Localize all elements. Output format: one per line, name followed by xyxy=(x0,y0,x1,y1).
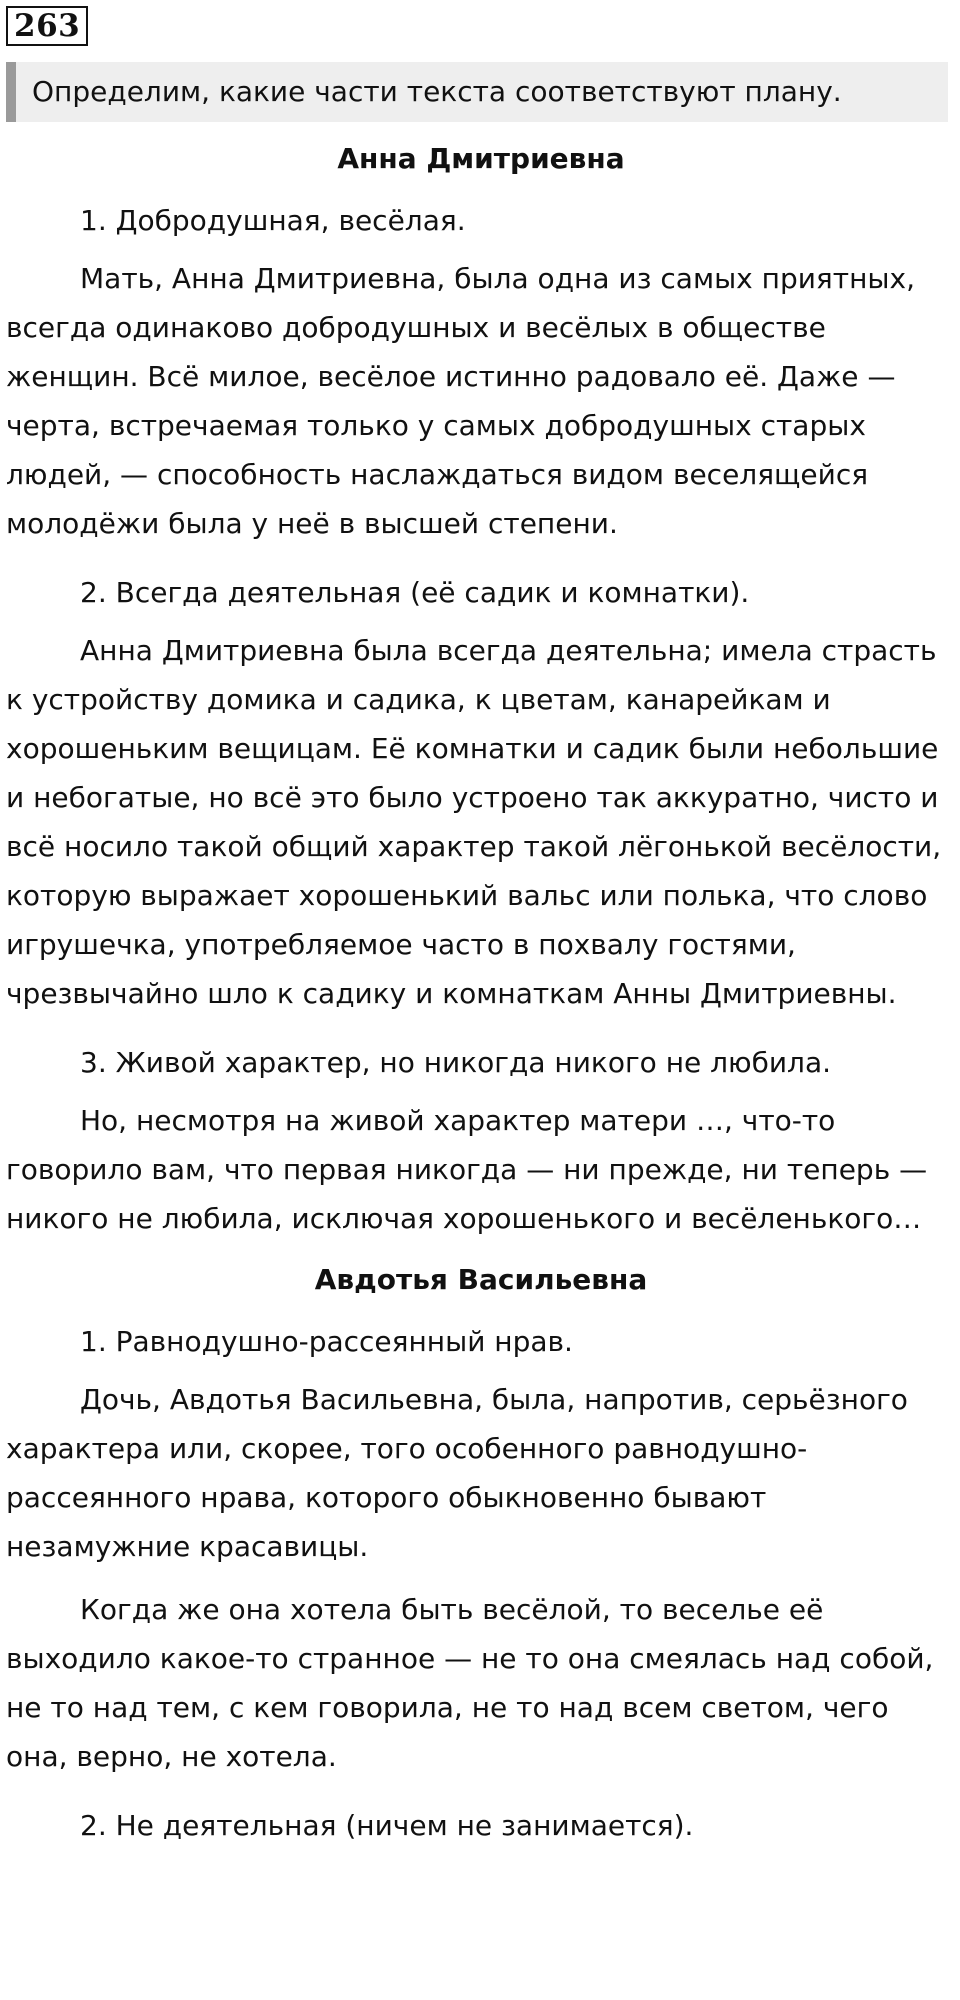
section-avdotya xyxy=(6,1261,956,1845)
section-title: Авдотья Васильевна xyxy=(314,1263,648,1296)
text-paragraph: Когда же она хотела быть весёлой, то веселье её выходило какое-то странное — не то она смеялась над собой, не то над тем, с кем говорила, не то над всем светом, чего она, верно, не хотела. xyxy=(6,1593,934,1773)
plan-item: 1. Добродушная, весёлая. xyxy=(80,204,466,237)
plan-item: 2. Всегда деятельная (её садик и комнатки). xyxy=(80,576,750,609)
section-anna xyxy=(6,140,956,1243)
task-number: 263 xyxy=(6,6,88,46)
text-paragraph: Дочь, Авдотья Васильевна, была, напротив, серьёзного характера или, скорее, того особенного равнодушно-рассеянного нрава, которого обыкновенно бывают незамужние красавицы. xyxy=(6,1383,908,1563)
text-paragraph: Анна Дмитриевна была всегда деятельна; имела страсть к устройству домика и садика, к цветам, канарейкам и хорошеньким вещицам. Её комнатки и садик были небольшие и небогатые, но всё это было устроено так аккуратно, чисто и всё носило такой общий характер такой лёгонькой весёлости, которую выражает хорошенький вальс или полька, что слово игрушечка, употребляемое часто в похвалу гостями, чрезвычайно шло к садику и комнаткам Анны Дмитриевны. xyxy=(6,634,942,1010)
text-paragraph: Но, несмотря на живой характер матери …, что-то говорило вам, что первая никогда — ни прежде, ни теперь — никого не любила, исключая хорошенького и весёленького… xyxy=(6,1104,928,1235)
instruction-text: Определим, какие части текста соответствуют плану. xyxy=(32,75,842,108)
text-paragraph: Мать, Анна Дмитриевна, была одна из самых приятных, всегда одинаково добродушных и весёлых в обществе женщин. Всё милое, весёлое истинно радовало её. Даже — черта, встречаемая только у самых добродушных старых людей, — способность наслаждаться видом веселящейся молодёжи была у неё в высшей степени. xyxy=(6,262,915,540)
instruction-box xyxy=(6,62,948,122)
section-title: Анна Дмитриевна xyxy=(337,142,625,175)
plan-item: 2. Не деятельная (ничем не занимается). xyxy=(80,1809,694,1842)
plan-item: 3. Живой характер, но никогда никого не любила. xyxy=(80,1046,832,1079)
plan-item: 1. Равнодушно-рассеянный нрав. xyxy=(80,1325,573,1358)
